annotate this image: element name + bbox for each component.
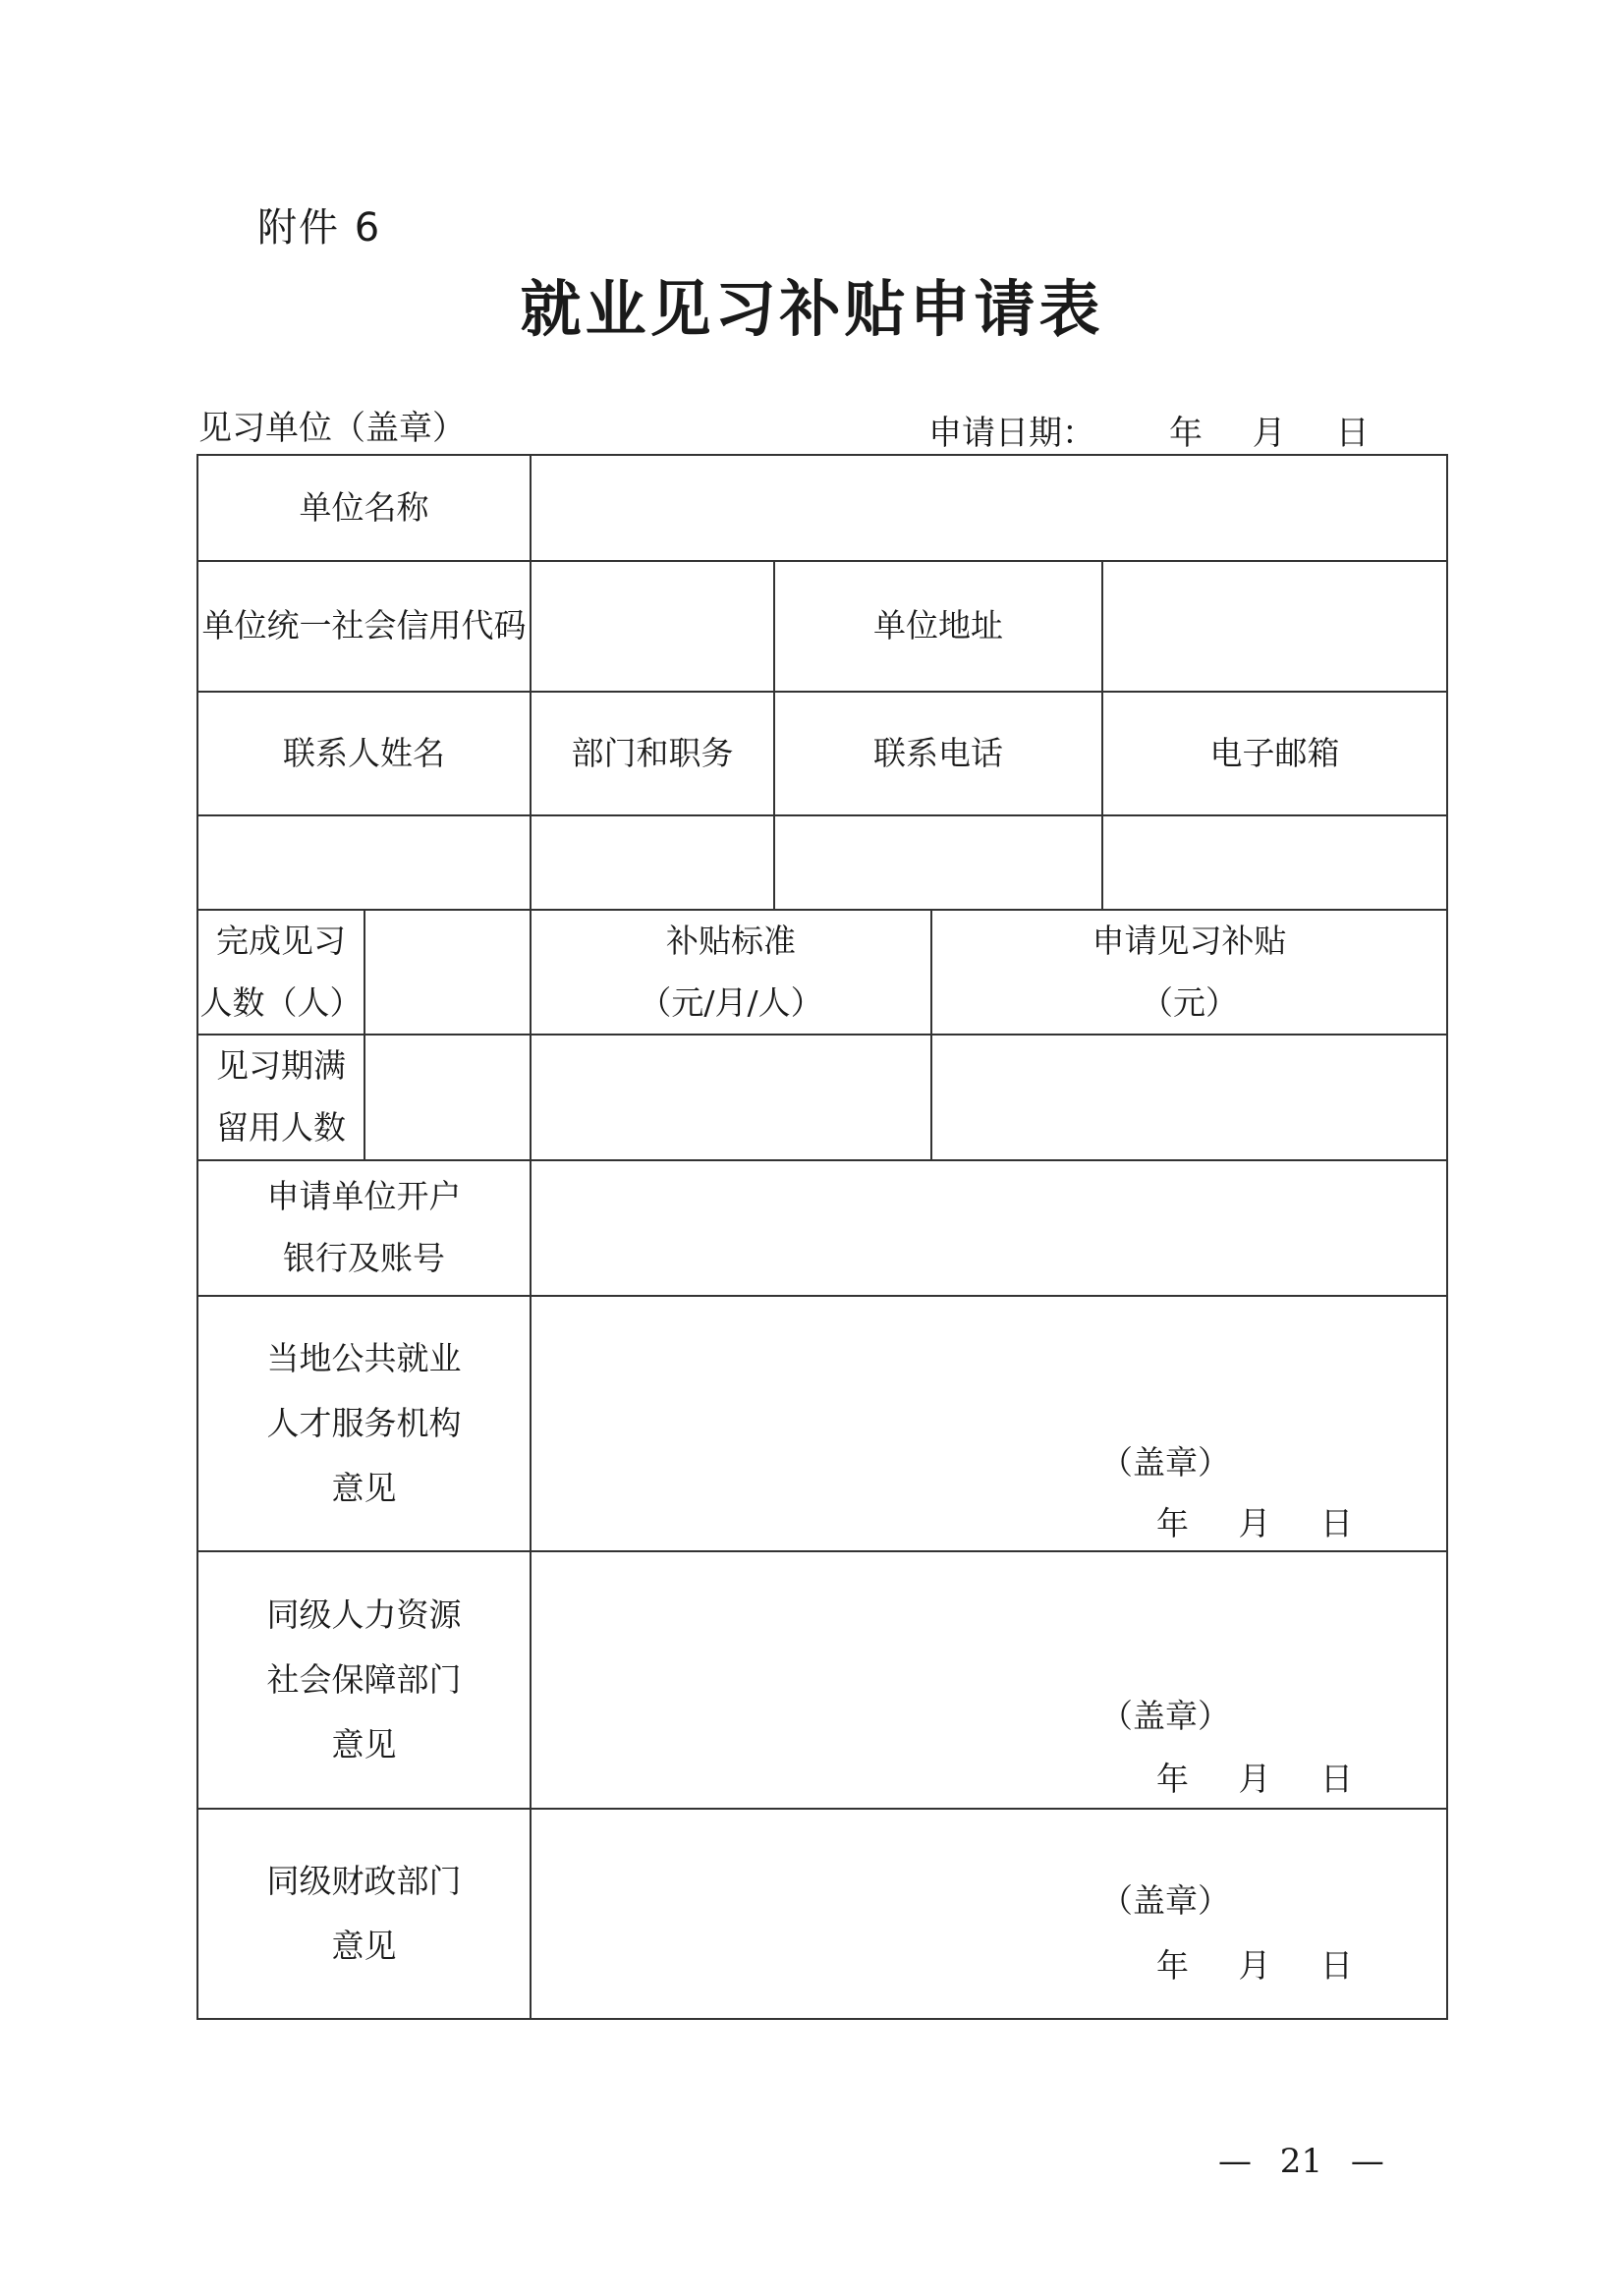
row-hrss-opinion (197, 1551, 1447, 1809)
retained-count-label-line1: 见习期满 (216, 1046, 346, 1086)
subsidy-standard-label (531, 910, 931, 1035)
credit-code-value-cell[interactable] (531, 561, 774, 692)
contact-name-value-cell[interactable] (197, 815, 531, 910)
application-date-label: 申请日期： (928, 414, 1095, 453)
row-contact-values (197, 815, 1447, 910)
employment-service-label-line2: 人才服务机构 (266, 1403, 462, 1442)
retained-count-label (197, 1035, 364, 1159)
finance-label-line2: 意见 (331, 1926, 397, 1965)
finance-date: 年 月 日 (1156, 1945, 1353, 1985)
unit-address-label: 单位地址 (774, 561, 1102, 692)
subsidy-amount-value-cell[interactable] (931, 1035, 1447, 1159)
department-position-label: 部门和职务 (531, 692, 774, 815)
subsidy-standard-label-line2: （元/月/人） (639, 982, 823, 1022)
hrss-opinion-label (197, 1551, 531, 1809)
subsidy-standard-label-line1: 补贴标准 (666, 922, 796, 960)
page-number: — 21 — (1218, 2142, 1384, 2181)
row-employment-service-opinion (197, 1296, 1447, 1551)
hrss-seal: （盖章） (1100, 1696, 1230, 1735)
subsidy-standard-value-cell[interactable] (531, 1035, 931, 1159)
employment-service-date: 年 月 日 (1156, 1503, 1353, 1542)
department-position-value-cell[interactable] (531, 815, 774, 910)
completed-count-label (197, 910, 364, 1035)
bank-account-label (197, 1160, 531, 1296)
annex-label: 附件 6 (257, 205, 382, 251)
bank-account-label-line2: 银行及账号 (283, 1238, 445, 1277)
row-contact-headers (197, 692, 1447, 815)
unit-name-label: 单位名称 (197, 455, 531, 561)
employment-service-label-line3: 意见 (331, 1468, 397, 1507)
hrss-label-line1: 同级人力资源 (266, 1595, 462, 1634)
bank-account-value-cell[interactable] (531, 1160, 1447, 1296)
contact-phone-value-cell[interactable] (774, 815, 1102, 910)
email-label: 电子邮箱 (1102, 692, 1447, 815)
hrss-opinion-cell[interactable] (531, 1551, 1447, 1809)
row-retained-count (197, 1035, 1447, 1159)
unit-address-value-cell[interactable] (1102, 561, 1447, 692)
application-date-placeholder: 年 月 日 (1169, 414, 1370, 453)
finance-seal: （盖章） (1100, 1880, 1230, 1920)
retained-count-label-line2: 留用人数 (216, 1108, 346, 1148)
row-credit-code (197, 561, 1447, 692)
credit-code-label: 单位统一社会信用代码 (197, 561, 531, 692)
finance-opinion-cell[interactable] (531, 1809, 1447, 2019)
application-date (928, 406, 1370, 454)
finance-label-line1: 同级财政部门 (266, 1861, 462, 1900)
employment-service-seal: （盖章） (1100, 1442, 1230, 1482)
retained-count-value-cell[interactable] (364, 1035, 531, 1159)
subsidy-amount-label-line2: （元） (1141, 982, 1238, 1022)
email-value-cell[interactable] (1102, 815, 1447, 910)
subsidy-amount-label-line1: 申请见习补贴 (1092, 922, 1287, 960)
intern-unit-label: 见习单位（盖章） (198, 409, 466, 448)
hrss-date: 年 月 日 (1156, 1759, 1353, 1798)
finance-opinion-label (197, 1809, 531, 2019)
unit-name-value-cell[interactable] (531, 455, 1447, 561)
completed-count-label-line1: 完成见习 (216, 922, 346, 960)
form-title: 就业见习补贴申请表 (520, 273, 1104, 345)
application-form-table (196, 454, 1448, 2020)
completed-count-value-cell[interactable] (364, 910, 531, 1035)
bank-account-label-line1: 申请单位开户 (266, 1177, 462, 1216)
row-unit-name (197, 455, 1447, 561)
contact-name-label: 联系人姓名 (197, 692, 531, 815)
row-bank-account (197, 1160, 1447, 1296)
row-completed-count (197, 910, 1447, 1035)
contact-phone-label: 联系电话 (774, 692, 1102, 815)
employment-service-opinion-cell[interactable] (531, 1296, 1447, 1551)
hrss-label-line2: 社会保障部门 (266, 1659, 462, 1699)
hrss-label-line3: 意见 (331, 1724, 397, 1763)
employment-service-label-line1: 当地公共就业 (266, 1338, 462, 1377)
completed-count-label-line2: 人数（人） (199, 982, 363, 1022)
employment-service-opinion-label (197, 1296, 531, 1551)
subsidy-amount-label (931, 910, 1447, 1035)
row-finance-opinion (197, 1809, 1447, 2019)
